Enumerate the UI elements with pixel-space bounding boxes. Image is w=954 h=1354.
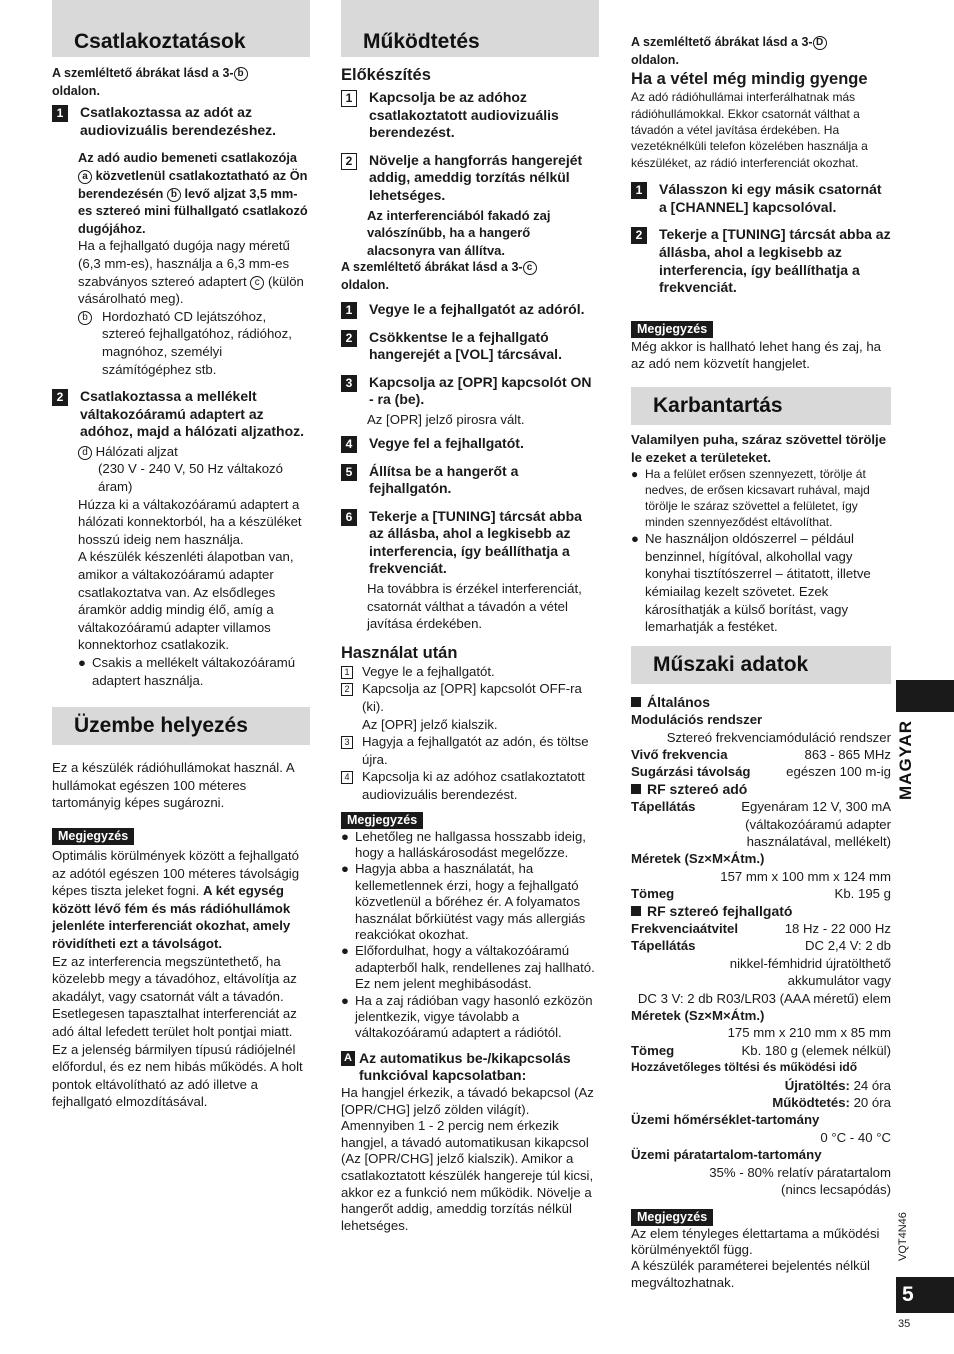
bullet: ● Csakis a mellékelt váltakozóáramú adaptert használja. bbox=[78, 654, 310, 689]
section-heading-operation bbox=[341, 0, 599, 57]
step-1-body bbox=[52, 149, 310, 378]
step-1 bbox=[52, 104, 310, 139]
step-title: Növelje a hangforrás hangerejét addig, ameddig torzítás nélkül lehetséges. bbox=[369, 151, 583, 203]
step-number: 4 bbox=[341, 436, 357, 453]
text: A készülék paraméterei bejelentés nélkül megváltozhatnak. bbox=[631, 1258, 870, 1290]
spec-label: Tápellátás bbox=[631, 938, 696, 954]
text: Vegye le a fejhallgatót. bbox=[362, 663, 495, 679]
text: Kapcsolja ki az adóhoz csatlakoztatott audiovizuális berendezést. bbox=[362, 769, 585, 802]
step-title: Állítsa be a hangerőt a fejhallgatón. bbox=[369, 462, 519, 497]
step-number: 2 bbox=[631, 227, 647, 244]
text: Kapcsolja az [OPR] kapcsolót OFF-ra (ki). bbox=[362, 681, 582, 715]
subheading-after-use: Használat után bbox=[341, 643, 458, 662]
bullet: ● Ha a felület erősen szennyezett, törölje át nedves, de erősen kicsavart ruhával, majd törölje le száraz szövettel a felületet, így minden szennyeződést eltávolíthat. bbox=[631, 466, 891, 530]
spec-value: DC 3 V: 2 db R03/LR03 (AAA méretű) elem bbox=[637, 990, 891, 1006]
label-a-icon: a bbox=[78, 170, 92, 184]
spec-label: Újratöltés: bbox=[784, 1077, 850, 1093]
spec-label: Vivő frekvencia bbox=[631, 746, 728, 762]
note-bullet: ● Lehetőleg ne hallgassa hosszabb ideig, hogy a halláskárosodást megelőzze. bbox=[341, 829, 599, 862]
spec-value: 18 Hz - 22 000 Hz bbox=[784, 921, 891, 936]
spec-value: Kb. 195 g bbox=[834, 886, 891, 902]
subheading-preparation: Előkészítés bbox=[341, 66, 431, 84]
step-title: Tekerje a [TUNING] tárcsát abba az állásba, ahol a legkisebb az interferencia, így beállíthatja a frekvenciát. bbox=[659, 226, 891, 296]
spec-value: (nincs lecsapódás) bbox=[781, 1182, 891, 1198]
text: Az elem tényleges élettartama a működési körülményektől függ. bbox=[631, 1225, 880, 1257]
op-step-5 bbox=[341, 463, 599, 498]
document-code: VQT4N46 bbox=[897, 1212, 910, 1262]
text: Ha hangjel érkezik, a távadó bekapcsol (Az [OPR/CHG] jelző zölden világít). Amennyiben 1 - 2 percig nem érkezik hangjel, a távadó automatikusan kikapcsol (Az [OPR/CHG] jelző kialszik). Amikor a csatlakoztatott készülék hangereje túl kicsi, akkor ez a funkció nem működik. Növelje a hangerőt addig, ameddig torzítás nélkül lehetséges. bbox=[341, 1085, 594, 1233]
specs-table bbox=[631, 694, 891, 1199]
text: (külön vásárolható meg). bbox=[78, 273, 304, 307]
bullet: ● Ne használjon oldószerrel – például benzinnel, hígítóval, alkohollal vagy konyhai tisztítószerrel – átitatott, illetve kémiailag kezelt szövetet. Ezek károsíthatják a külső borítást, vagy lemarhatják a festéket. bbox=[631, 530, 891, 636]
op-step-1 bbox=[341, 301, 599, 319]
step-number: 4 bbox=[341, 771, 353, 784]
spec-label: Frekvenciaátvitel bbox=[631, 921, 739, 936]
text: Még akkor is hallható lehet hang és zaj, ha az adó nem közvetít hangjelet. bbox=[631, 338, 881, 372]
spec-value: (váltakozóáramú adapter használatával, mellékelt) bbox=[745, 816, 891, 849]
spec-value: egészen 100 m-ig bbox=[786, 764, 891, 780]
text: levő aljzat 3,5 mm-es sztereó mini fülhallgató csatlakozó dugójához. bbox=[78, 185, 308, 236]
op-step-4 bbox=[341, 435, 599, 453]
ref-prefix: A szemléltető ábrákat lásd a 3- bbox=[341, 260, 523, 275]
heading-text: Karbantartás bbox=[653, 394, 783, 418]
text: Előfordulhat, hogy a váltakozóáramú adapterből halk, rendellenes zaj hallható. Ez nem jelent meghibásodást. bbox=[355, 943, 595, 992]
weak-step-1 bbox=[631, 181, 891, 216]
spec-value: 20 óra bbox=[853, 1095, 891, 1111]
ref-prefix: A szemléltető ábrákat lásd a 3- bbox=[631, 35, 813, 49]
step-title: Vegye le a fejhallgatót az adóról. bbox=[369, 300, 585, 317]
text: RF sztereó fejhallgató bbox=[647, 902, 793, 919]
text: Csakis a mellékelt váltakozóáramú adaptert használja. bbox=[92, 655, 296, 688]
spec-label: Hozzávetőleges töltési és működési idő bbox=[631, 1060, 858, 1075]
op-step-2 bbox=[341, 329, 599, 364]
section-heading-setup bbox=[52, 707, 310, 745]
weak-step-2 bbox=[631, 226, 891, 296]
op-step-3 bbox=[341, 374, 599, 409]
text: Az adó rádióhullámai interferálhatnak más rádióhullámokkal. Ekkor csatornát válthat a távadón a vétel javítása érdekében. Ha vezetéknélküli telefon közelében használja a készüléket, az rádió interferenciát okozhat. bbox=[631, 90, 868, 170]
ref-letter-icon: b bbox=[234, 67, 248, 81]
text: közvetlenül csatlakoztatható az Ön berendezésén bbox=[78, 167, 308, 201]
step-number: 2 bbox=[341, 683, 353, 696]
text: A két egység között lévő fém és más rádióhullámok jelenléte interferenciát okozhat, amely rövidítheti ezt a távolságot. bbox=[52, 883, 291, 951]
language-tab-marker bbox=[896, 680, 954, 712]
step-number: 3 bbox=[341, 736, 353, 749]
step-number: 5 bbox=[341, 464, 357, 481]
ref-suffix: oldalon. bbox=[341, 277, 389, 292]
text: Ez az interferencia megszüntethető, ha közelebb megy a távadóhoz, eltávolítja az akadályt, vagy csatornát vált a távadón. bbox=[52, 953, 297, 1004]
text: Ne használjon oldószerrel – például benzinnel, hígítóval, alkohollal vagy konyhai tisztítószerrel – átitatott, illetve kémiailag kezelt szövetet. Ezek károsíthatják a külső borítást, vagy lemarhatják a festéket. bbox=[645, 531, 871, 635]
page-number: 5 bbox=[896, 1277, 954, 1313]
section-heading-connections bbox=[52, 0, 310, 57]
label-c-icon: c bbox=[250, 276, 264, 290]
step-number: 1 bbox=[631, 182, 647, 199]
step-number: 2 bbox=[52, 389, 68, 406]
text: Ha továbbra is érzékel interferenciát, csatornát válthat a távadón a vétel javítása érdekében. bbox=[367, 581, 582, 632]
auto-letter-icon: A bbox=[341, 1051, 355, 1066]
step-title: Csatlakoztassa az adót az audiovizuális berendezéshez. bbox=[80, 104, 277, 138]
step-2 bbox=[52, 388, 310, 441]
prep-step-1 bbox=[341, 89, 599, 142]
subheading-weak-reception: Ha a vétel még mindig gyenge bbox=[631, 70, 868, 89]
after-step-3 bbox=[341, 733, 599, 768]
text: Az [OPR] jelző kialszik. bbox=[362, 716, 498, 732]
text: Hagyja a fejhallgatót az adón, és töltse újra. bbox=[362, 734, 589, 767]
text: RF sztereó adó bbox=[647, 780, 748, 797]
after-step-2 bbox=[341, 680, 599, 733]
label-b-item bbox=[78, 308, 310, 378]
note-label: Megjegyzés bbox=[52, 828, 134, 845]
text: Általános bbox=[647, 693, 711, 710]
step-number: 2 bbox=[341, 153, 357, 170]
text: A készülék készenléti álapotban van, amikor a váltakozóáramú adapter csatlakoztatva van. Az elsődleges áramkör addig mindig élő, amíg a váltakozóáramú adapter villamos konnektorhoz csatlakozik. bbox=[78, 549, 294, 653]
text: Ha a fejhallgató dugója nagy méretű (6,3 mm-es), használja a 6,3 mm-es szabványos sztereó adaptert bbox=[78, 238, 290, 289]
text: Valamilyen puha, száraz szövettel törölje le ezeket a területeket. bbox=[631, 431, 887, 465]
text: Optimális körülmények között a fejhallgató az adótól egészen 100 méteres távolságig képes tiszta jeleket fogni. bbox=[52, 847, 300, 899]
operation-steps bbox=[341, 301, 599, 633]
spec-value: 35% - 80% relatív páratartalom bbox=[709, 1164, 891, 1180]
spec-value: 157 mm x 100 mm x 124 mm bbox=[720, 868, 891, 884]
note-label: Megjegyzés bbox=[631, 321, 713, 338]
spec-value: DC 2,4 V: 2 db bbox=[804, 938, 891, 954]
text: Az automatikus be-/kikapcsolás funkcióval kapcsolatban: bbox=[359, 1049, 571, 1084]
step-title: Tekerje a [TUNING] tárcsát abba az állásba, ahol a legkisebb az interferencia, így beállíthatja a frekvenciát. bbox=[369, 507, 582, 577]
text: Hagyja abba a használatát, ha kellemetlennek érzi, hogy a fejhallgató közvetlenül a bőréhez ér. A folyamatos használat bőrkiütést vagy más allergiás reakciókat okozhat. bbox=[355, 861, 586, 943]
text: Az [OPR] jelző pirosra vált. bbox=[367, 411, 525, 427]
step-title: Kapcsolja be az adóhoz csatlakoztatott audiovizuális berendezést. bbox=[369, 89, 559, 141]
spec-value: 863 - 865 MHz bbox=[804, 746, 891, 762]
text: Hálózati aljzat bbox=[95, 443, 178, 459]
text: Ha a felület erősen szennyezett, törölje át nedves, de erősen kicsavart ruhával, majd törölje le száraz szövettel a felületet, így minden szennyeződést eltávolíthat. bbox=[645, 467, 870, 530]
step-title: Kapcsolja az [OPR] kapcsolót ON - ra (be). bbox=[369, 373, 592, 408]
page-number-small: 35 bbox=[898, 1318, 911, 1330]
column-middle bbox=[341, 0, 599, 1234]
section-heading-maintenance bbox=[631, 387, 891, 425]
step-number: 1 bbox=[52, 105, 68, 122]
text: Hordozható CD lejátszóhoz, sztereó fejhallgatóhoz, rádióhoz, magnóhoz, személyi számítógéphez stb. bbox=[102, 308, 292, 377]
spec-label: Tömeg bbox=[631, 886, 675, 902]
step-number: 1 bbox=[341, 302, 357, 319]
spec-value: Egyenáram 12 V, 300 mA bbox=[741, 799, 891, 815]
spec-value: 0 °C - 40 °C bbox=[820, 1129, 891, 1145]
label-b-icon: b bbox=[167, 188, 181, 202]
spec-label: Működtetés: bbox=[772, 1095, 850, 1111]
square-bullet-icon bbox=[631, 697, 641, 707]
column-left bbox=[52, 0, 310, 1111]
ref-suffix: oldalon. bbox=[52, 83, 100, 98]
spec-label: Üzemi páratartalom-tartomány bbox=[631, 1147, 822, 1163]
square-bullet-icon bbox=[631, 784, 641, 794]
spec-label: Tömeg bbox=[631, 1042, 675, 1058]
spec-value: 175 mm x 210 mm x 85 mm bbox=[727, 1025, 891, 1041]
text: Lehetőleg ne hallgassa hosszabb ideig, hogy a halláskárosodást megelőzze. bbox=[355, 828, 586, 860]
ref-suffix: oldalon. bbox=[631, 52, 679, 67]
spec-value: 24 óra bbox=[853, 1077, 891, 1093]
text: Esetlegesen tapasztalhat interferenciát az adó által lefedett terület holt pontjai miatt. Ez a jelenség bármilyen típusú rádiójelnél előfordul, és ez nem hibás működés. A holt pontok eltávolítható az adó illetve a fejhallgató elmozdításával. bbox=[52, 1006, 303, 1110]
after-step-1 bbox=[341, 663, 599, 681]
prep-step-2 bbox=[341, 152, 599, 205]
heading-text: Műszaki adatok bbox=[653, 652, 809, 676]
spec-value: Kb. 180 g (elemek nélkül) bbox=[741, 1042, 891, 1058]
step-number: 1 bbox=[341, 666, 353, 679]
label-d-icon: d bbox=[78, 446, 92, 460]
column-right bbox=[631, 0, 891, 1291]
heading-text: Üzembe helyezés bbox=[74, 714, 248, 738]
text: Ha a zaj rádióban vagy hasonló ezközön jelentkezik, vigye távolabb a váltakozóáramú adaptert a rádiótól. bbox=[355, 992, 593, 1041]
step-title: Válasszon ki egy másik csatornát a [CHANNEL] kapcsolóval. bbox=[659, 181, 882, 215]
step-title: Csökkentse le a fejhallgató hangerejét a [VOL] tárcsával. bbox=[369, 328, 562, 363]
step-number: 3 bbox=[341, 375, 357, 392]
note-bullet: ● Hagyja abba a használatát, ha kellemetlennek érzi, hogy a fejhallgató közvetlenül a bőréhez ér. A folyamatos használat bőrkiütést vagy más allergiás reakciókat okozhat. bbox=[341, 861, 599, 943]
text: Az interferenciából fakadó zaj valószínűbb, ha a hangerő alacsonyra van állítva. bbox=[367, 207, 551, 258]
step-number: 1 bbox=[341, 90, 357, 107]
auto-power-title bbox=[341, 1050, 599, 1085]
spec-label: Üzemi hőmérséklet-tartomány bbox=[631, 1112, 820, 1128]
note-label: Megjegyzés bbox=[631, 1209, 713, 1226]
language-label: MAGYAR bbox=[896, 720, 916, 800]
label-b-icon: b bbox=[78, 311, 92, 325]
step-2-body bbox=[52, 443, 310, 689]
ref-letter-icon: c bbox=[523, 261, 537, 275]
spec-label: Méretek (Sz×M×Átm.) bbox=[631, 1008, 765, 1024]
figure-reference bbox=[52, 65, 310, 100]
ref-letter-icon: D bbox=[813, 36, 827, 50]
note-bullet: ● Előfordulhat, hogy a váltakozóáramú adapterből halk, rendellenes zaj hallható. Ez nem jelent meghibásodást. bbox=[341, 943, 599, 992]
after-step-4 bbox=[341, 768, 599, 803]
section-heading-specs bbox=[631, 646, 891, 684]
note-label: Megjegyzés bbox=[341, 812, 423, 829]
op-step-6 bbox=[341, 508, 599, 578]
step-number: 6 bbox=[341, 509, 357, 526]
note-bullet: ● Ha a zaj rádióban vagy hasonló ezközön jelentkezik, vigye távolabb a váltakozóáramú adaptert a rádiótól. bbox=[341, 993, 599, 1042]
spec-label: Tápellátás bbox=[631, 799, 696, 815]
step-title: Csatlakoztassa a mellékelt váltakozóáramú adaptert az adóhoz, majd a hálózati aljzathoz. bbox=[80, 388, 305, 440]
text: Az adó audio bemeneti csatlakozója bbox=[78, 150, 298, 166]
text: Ez a készülék rádióhullámokat használ. A hullámokat egészen 100 méteres tartományig képes sugározni. bbox=[52, 760, 294, 811]
spec-label: Modulációs rendszer bbox=[631, 712, 763, 728]
spec-label: Méretek (Sz×M×Átm.) bbox=[631, 851, 765, 867]
square-bullet-icon bbox=[631, 906, 641, 916]
spec-value: nikkel-fémhidrid újratölthető akkumulátor vagy bbox=[729, 955, 891, 989]
heading-text: Működtetés bbox=[363, 30, 480, 54]
step-title: Vegye fel a fejhallgatót. bbox=[369, 434, 524, 451]
ref-prefix: A szemléltető ábrákat lásd a 3- bbox=[52, 66, 234, 80]
spec-value: Sztereó frekvenciamóduláció rendszer bbox=[666, 729, 891, 745]
step-number: 2 bbox=[341, 330, 357, 347]
text: Húzza ki a váltakozóáramú adaptert a hálózati konnektorból, ha a készüléket hosszú ideig nem használja. bbox=[78, 496, 302, 547]
spec-label: Sugárzási távolság bbox=[631, 764, 751, 780]
heading-text: Csatlakoztatások bbox=[74, 30, 246, 54]
text: (230 V - 240 V, 50 Hz váltakozó áram) bbox=[98, 461, 283, 495]
